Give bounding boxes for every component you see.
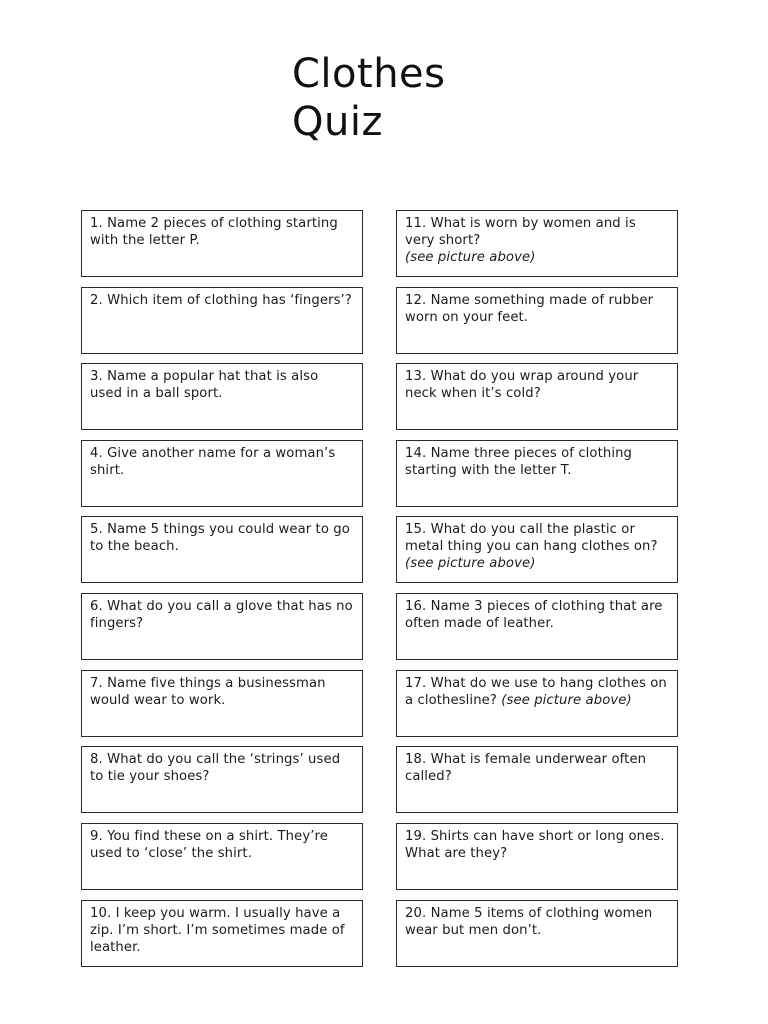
question-card-15: [396, 516, 678, 583]
question-text: 7. Name five things a businessman would wear to work.: [90, 676, 326, 709]
question-card-3: [81, 363, 363, 430]
question-text: 10. I keep you warm. I usually have a zip. I’m short. I’m sometimes made of leather.: [90, 906, 345, 956]
question-card-20: [396, 900, 678, 967]
question-text: 8. What do you call the ‘strings’ used to tie your shoes?: [90, 752, 341, 785]
question-card-17: [396, 670, 678, 737]
question-text: 1. Name 2 pieces of clothing starting with the letter P.: [90, 216, 338, 249]
question-text: 11. What is worn by women and is very short?: [405, 216, 636, 249]
question-card-11: [396, 210, 678, 277]
question-card-13: [396, 363, 678, 430]
picture-note: (see picture above): [405, 556, 536, 572]
title-line-cut-off: Quiz: [292, 99, 383, 145]
question-text: 16. Name 3 pieces of clothing that are often made of leather.: [405, 599, 663, 632]
question-card-14: [396, 440, 678, 507]
question-text: 6. What do you call a glove that has no fingers?: [90, 599, 353, 632]
question-card-2: [81, 287, 363, 354]
question-card-18: [396, 746, 678, 813]
question-text: 13. What do you wrap around your neck when it’s cold?: [405, 369, 639, 402]
question-card-19: [396, 823, 678, 890]
question-card-1: [81, 210, 363, 277]
question-card-16: [396, 593, 678, 660]
question-card-6: [81, 593, 363, 660]
question-text: 15. What do you call the plastic or metal thing you can hang clothes on?: [405, 522, 658, 555]
question-card-10: [81, 900, 363, 967]
question-card-9: [81, 823, 363, 890]
question-text: 19. Shirts can have short or long ones. What are they?: [405, 829, 665, 862]
question-card-4: [81, 440, 363, 507]
picture-note: (see picture above): [501, 693, 632, 709]
question-card-7: [81, 670, 363, 737]
question-text: 2. Which item of clothing has ‘fingers’?: [90, 293, 352, 308]
question-card-12: [396, 287, 678, 354]
question-text: 4. Give another name for a woman’s shirt.: [90, 446, 336, 479]
question-text: 5. Name 5 things you could wear to go to the beach.: [90, 522, 350, 555]
worksheet-title: [292, 50, 552, 145]
question-card-5: [81, 516, 363, 583]
title-line: Clothes: [292, 51, 446, 97]
question-text: 17. What do we use to hang clothes on a clothesline?: [405, 676, 667, 709]
picture-note: (see picture above): [405, 250, 536, 266]
question-text: 20. Name 5 items of clothing women wear but men don’t.: [405, 906, 653, 939]
question-text: 18. What is female underwear often called?: [405, 752, 647, 785]
question-card-8: [81, 746, 363, 813]
question-text: 3. Name a popular hat that is also used in a ball sport.: [90, 369, 319, 402]
question-text: 14. Name three pieces of clothing starting with the letter T.: [405, 446, 633, 479]
question-text: 12. Name something made of rubber worn on your feet.: [405, 293, 654, 326]
question-text: 9. You find these on a shirt. They’re used to ‘close’ the shirt.: [90, 829, 328, 862]
